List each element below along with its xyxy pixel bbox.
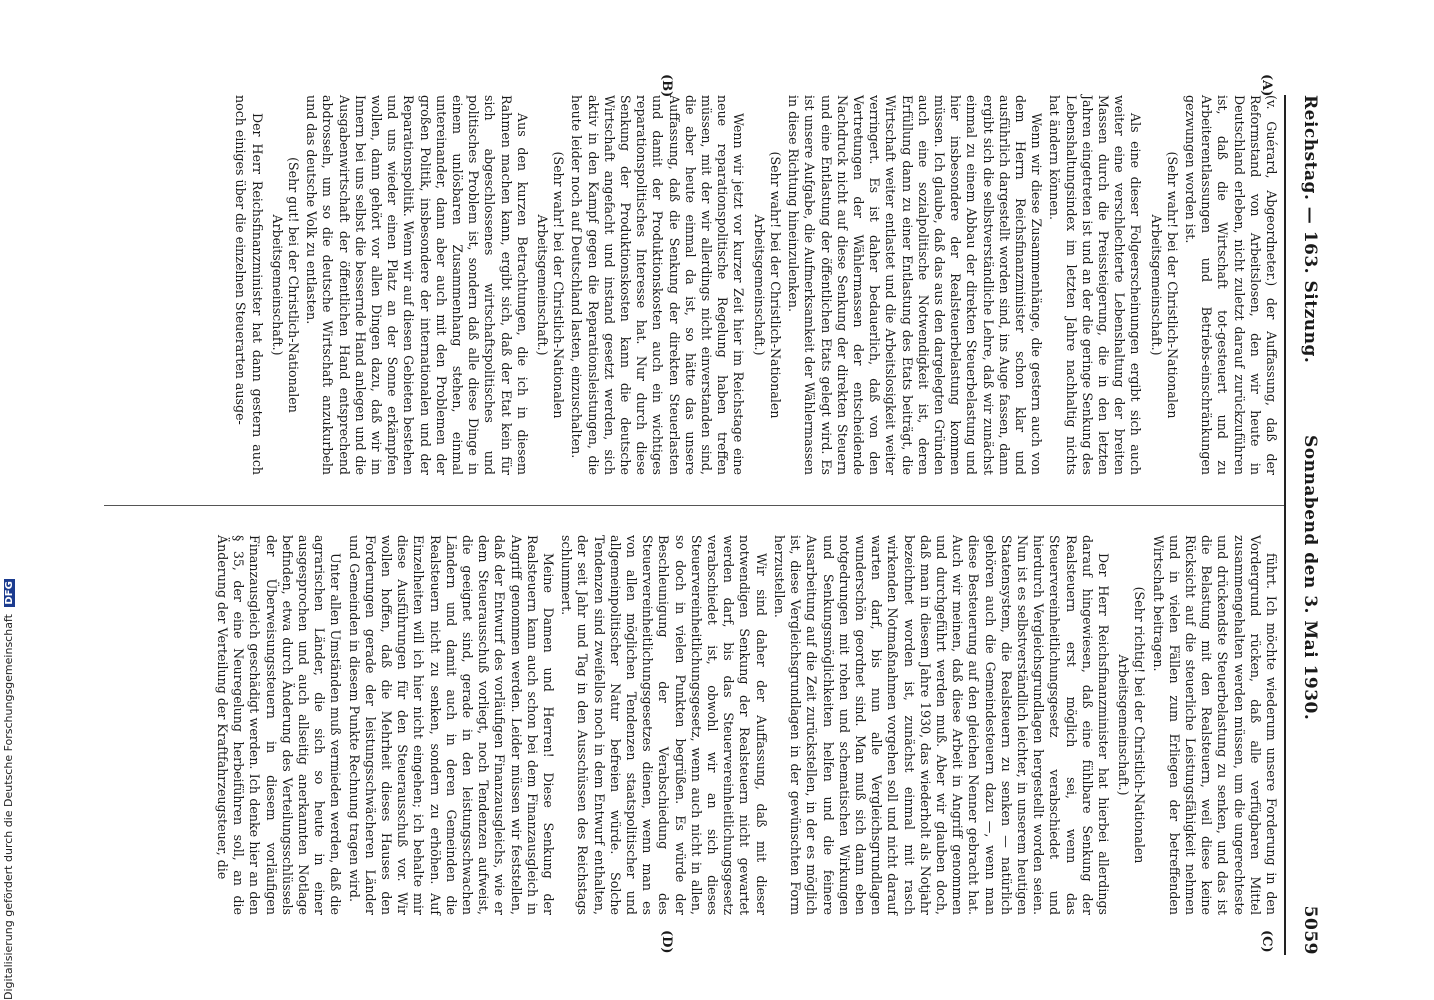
paragraph: Meine Damen und Herren! Diese Senkung der Realsteuern kann auch schon bei dem Finanzausgleich in Angriff genommen werden. Leider müssen wir feststellen, daß der Entwurf des vorläufigen Finanzausgleichs, wie er dem Steuerausschuß vorliegt, noch Tendenzen aufweist, die geeignet sind, gerade in den leistungsschwachen Ländern und damit auch in deren Gemeinden die Realsteuern nicht zu senken, sondern zu erhöhen. Auf Einzelheiten will ich hier nicht eingehen; ich behalte mir diese Ausführungen für den Steuerausschuß vor. Wir wollen hoffen, daß die Mehrheit dieses Hauses den Forderungen gerade der leistungsschwächeren Länder und Gemeinden in diesem Punkte Rechnung tragen wird. (346, 535, 557, 915)
header-date: Sonnabend den 3. Mai 1930. (1300, 435, 1320, 721)
paragraph: Unter allen Umständen muß vermieden werden, daß die agrarischen Länder, die sich so heute in einer ausgesprochen und auch allseitig anerkannten Notlage befinden, etwa durch Änderung des Verteilungsschlüssels der Überweisungssteuern in diesem vorläufigen Finanzausgleich geschädigt werden. Ich denke hier an den § 35, der eine Neuregelung herbeiführen soll, an die Änderung der Verteilung der Kraftfahrzeugsteuer, die (215, 535, 344, 915)
footer-text: Digitalisierung gefördert durch die Deutsche Forschungsgemeinschaft (2, 614, 15, 1000)
page-number: 5059 (1300, 905, 1320, 955)
interjection: (Sehr richtig! bei der Christlich-Nationalen Arbeitsgemeinschaft.) (1116, 586, 1148, 864)
paragraph: (v. Guérard, Abgeordneter.) der Auffassung, daß der Reformstand von Arbeitslosen, den wir heute in Deutschland erleben, nicht zuletzt darauf zurückzuführen ist, daß die Wirtschaft tot-gesteuert und zu Arbeiterentlassungen und Betriebs-einschränkungen gezwungen worden ist. (1182, 95, 1279, 475)
interjection: (Sehr gut! bei der Christlich-Nationalen Arbeitsgemeinschaft.) (269, 157, 302, 413)
paragraph: Wenn wir jetzt vor kurzer Zeit hier im Reichstage eine neue reparationspolitische Regelung haben treffen müssen, mit der wir allerdings nicht einverstanden sind, die aber heute einmal da ist, so hätte das unsere Auffassung, daß die Senkung der direkten Steuerlasten und damit der Produktionskosten auch ein wichtiges reparationspolitisches Interesse hat. Nur durch diese Senkung der Produktionskosten kann die deutsche Wirtschaft angefacht und instand gesetzt werden, sich aktiv in den Kampf gegen die Reparationsleistungen, die heute leider noch auf Deutschland lasten, einzuschalten. (569, 95, 747, 475)
marker-a: (A) (1259, 74, 1274, 97)
paragraph: Der Herr Reichsfinanzminister hat hierbei allerdings darauf hingewiesen, daß eine fühlbare Senkung der Realsteuern erst möglich sei, wenn das Steuervereinheitlichungsgesetz verabschiedet und hierdurch Vergleichsgrundlagen hergestellt worden seien. Nun ist es selbstverständlich leichter, in unserem heutigen Staatensystem, die Realsteuern zu senken — natürlich gehören auch die Gemeindesteuern dazu —, wenn man diese Besteuerung auf den gleichen Nenner gebracht hat. Auch wir meinen, daß diese Arbeit in Angriff genommen und durchgeführt werden muß. Aber wir glauben doch, daß man in diesem Jahre 1930, das wiederholt als Notjahr bezeichnet worden ist, zunächst einmal mit rasch wirkenden Notmaßnahmen vorgehen soll und nicht darauf warten darf, bis nun alle Vergleichsgrundlagen wunderschön geordnet sind. Man muß sich dann eben notgedrungen mit rohen und schematischen Wirkungen und Senkungsmöglichkeiten helfen und die feinere Ausarbeitung auf die Zeit zurückstellen, in der es möglich ist, diese Vergleichsgrundlagen in der gewünschten Form herzustellen. (771, 535, 1111, 915)
header-session: Reichstag. — 163. Sitzung. (1300, 95, 1320, 364)
paragraph: Wenn wir diese Zusammenhänge, die gestern auch von dem Herrn Reichsfinanzminister schon klar und ausführlich dargestellt worden sind, ins Auge fassen, dann ergibt sich die selbstverständliche Lehre, daß wir zunächst einmal zu einem Abbau der direkten Steuerbelastung und hier insbesondere der Realsteuerbelastung kommen müssen. Ich glaube, daß das aus den dargelegten Gründen auch eine sozialpolitische Notwendigkeit ist, deren Erfüllung dann zu einer Entlastung des Etats beiträgt, die Wirtschaft weiter entlastet und die Arbeitslosigkeit weiter verringert. Es ist daher bedauerlich, daß von den Vertretungen der Wählermassen der entscheidende Nachdruck nicht auf diese Senkung der direkten Steuern und eine Entlastung der öffentlichen Etats gelegt wird. Es ist unsere Aufgabe, die Aufmerksamkeit der Wählermassen in diese Richtung hineinzulenken. (786, 95, 1045, 475)
paragraph: führt. Ich möchte wiederum unsere Forderung in den Vordergrund rücken, daß alle verfügbaren Mittel zusammengehalten werden müssen, um die ungerechteste und drückendste Steuerbelastung zu senken, und das ist die Belastung mit den Realsteuern, weil diese keine Rücksicht auf die steuerliche Leistungsfähigkeit nehmen und in vielen Fällen zum Erliegen der betreffenden Wirtschaft beitragen. (1150, 535, 1279, 915)
text-column-right (212, 535, 1279, 915)
paragraph: Aus den kurzen Betrachtungen, die ich in diesem Rahmen machen kann, ergibt sich, daß der Etat kein für sich abgeschlossenes wirtschaftspolitisches und politisches Problem ist, sondern daß alle diese Dinge in einem unlösbaren Zusammenhang stehen, einmal untereinander, dann aber auch mit den Problemen der großen Politik, insbesondere der internationalen und der Reparationspolitik. Wenn wir auf diesen Gebieten bestehen und uns wieder einen Platz an der Sonne erkämpfen wollen, dann gehört vor allen Dingen dazu, daß wir im Innern bei uns selbst die bessernde Hand anlegen und die Ausgabenwirtschaft der öffentlichen Hand entsprechend abdrosseln, um so die deutsche Wirtschaft anzukurbeln und das deutsche Volk zu entlasten. (304, 95, 530, 475)
footer-credit (2, 579, 15, 1000)
dfg-logo: DFG (4, 581, 15, 605)
marker-b: (B) (659, 74, 674, 98)
marker-d: (D) (659, 930, 674, 954)
paragraph: Der Herr Reichsfinanzminister hat dann gestern auch noch einiges über die einzelnen Steuerarten ausge- (233, 95, 265, 475)
marker-c: (C) (1259, 930, 1274, 953)
interjection: (Sehr wahr! bei der Christlich-Nationalen Arbeitsgemeinschaft.) (751, 151, 783, 419)
paragraph: Als eine dieser Folgeerscheinungen ergibt sich auch weiter eine verschlechterte Lebenshaltung der breiten Massen durch die Preissteigerung, die in den letzten Jahren eingetreten ist und an der die geringe Senkung des Lebenshaltungsindex im letzten Jahre nachhaltig nichts hat ändern können. (1047, 95, 1144, 475)
interjection: (Sehr wahr! bei der Christlich-Nationalen Arbeitsgemeinschaft.) (535, 151, 567, 419)
text-column-left (230, 95, 1279, 475)
page-header (1284, 95, 1326, 955)
paragraph: Wir sind daher der Auffassung, daß mit dieser notwendigen Senkung der Realsteuern nicht gewartet werden darf, bis das Steuervereinheitlichungsgesetz verabschiedet ist, obwohl wir an sich dieses Steuervereinheitlichungsgesetz, wenn auch nicht in allen, so doch in vielen Punkten begrüßen. Es würde der Beschleunigung der Verabschiedung des Steuervereinheitlichungsgesetzes dienen, wenn man es von allen möglichen Tendenzen staatspolitischer und allgemeinpolitischer Natur befreien würde. Solche Tendenzen sind zweifellos noch in dem Entwurf enthalten, der seit Jahr und Tag in den Ausschüssen des Reichstags schlummert. (559, 535, 769, 915)
interjection: (Sehr wahr! bei der Christlich-Nationalen Arbeitsgemeinschaft.) (1148, 151, 1180, 419)
column-divider (104, 505, 1284, 506)
